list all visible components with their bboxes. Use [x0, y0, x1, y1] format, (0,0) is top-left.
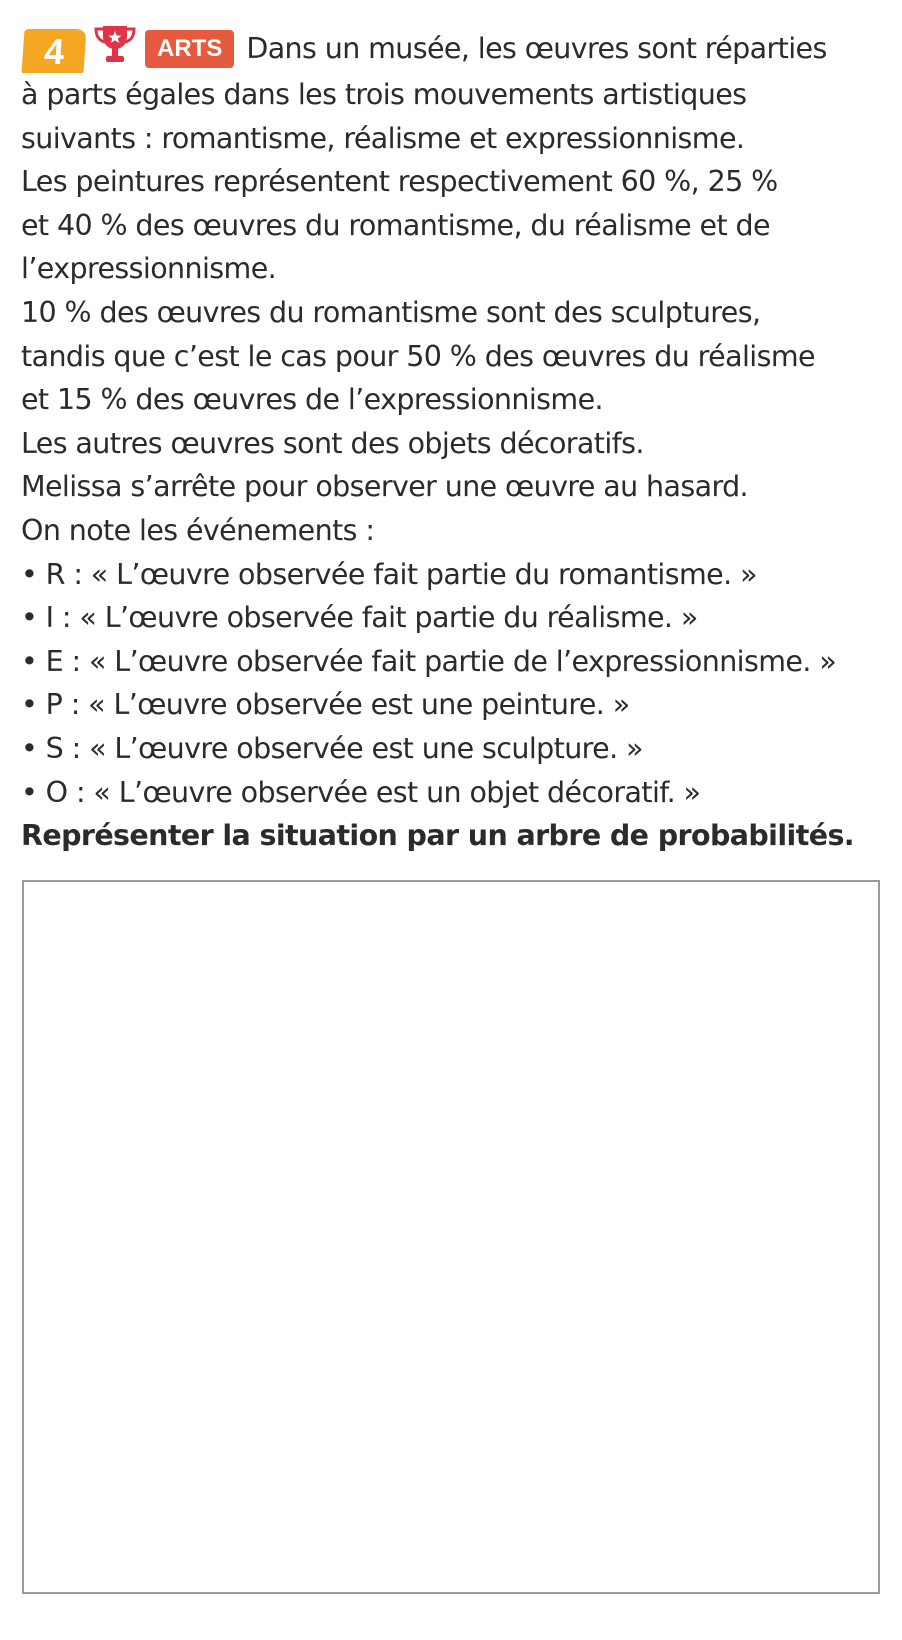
statement-line: à parts égales dans les trois mouvements artistiques — [21, 78, 747, 111]
statement-line: tandis que c’est le cas pour 50 % des œuvres du réalisme — [21, 339, 815, 373]
statement-line: et 40 % des œuvres du romantisme, du réalisme et de — [21, 208, 770, 242]
event-item: • E : « L’œuvre observée fait partie de l’expressionnisme. » — [21, 644, 837, 678]
question: Représenter la situation par un arbre de probabilités. — [21, 819, 855, 853]
statement-line: Dans un musée, les œuvres sont réparties — [246, 32, 827, 65]
category-tag: ARTS — [145, 30, 234, 68]
exercise-header — [21, 22, 891, 73]
statement-line: l’expressionnisme. — [21, 252, 277, 286]
statement-line: 10 % des œuvres du romantisme sont des sculptures, — [21, 295, 761, 329]
statement-line: Les peintures représentent respectivement 60 %, 25 % — [21, 165, 778, 199]
statement-line: Les autres œuvres sont des objets décoratifs. — [21, 426, 644, 460]
statement-line: On note les événements : — [21, 513, 375, 547]
event-item: • P : « L’œuvre observée est une peinture. » — [21, 688, 630, 722]
answer-box[interactable] — [22, 880, 880, 1594]
statement-line: suivants : romantisme, réalisme et expressionnisme. — [21, 121, 745, 155]
event-item: • S : « L’œuvre observée est une sculpture. » — [21, 731, 643, 765]
trophy-icon — [93, 22, 137, 66]
statement-line: Melissa s’arrête pour observer une œuvre au hasard. — [21, 470, 749, 504]
statement-line: et 15 % des œuvres de l’expressionnisme. — [21, 383, 603, 417]
event-item: • I : « L’œuvre observée fait partie du réalisme. » — [21, 601, 698, 635]
event-item: • R : « L’œuvre observée fait partie du romantisme. » — [21, 557, 757, 591]
event-item: • O : « L’œuvre observée est un objet décoratif. » — [21, 775, 701, 809]
exercise — [21, 22, 891, 858]
exercise-number-badge: 4 — [21, 29, 86, 73]
